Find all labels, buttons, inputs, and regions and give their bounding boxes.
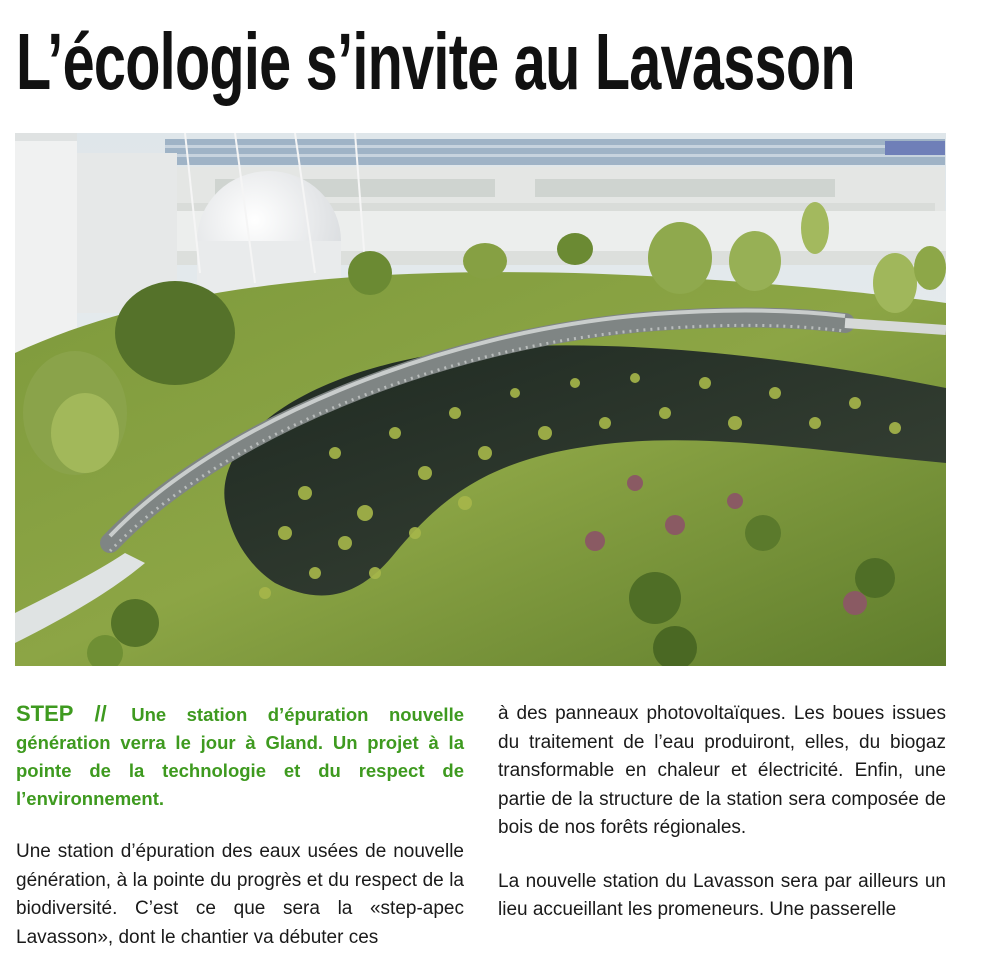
article-lead xyxy=(16,700,464,813)
body-paragraph-2: à des panneaux photovoltaïques. Les boues issues du traitement de l’eau produiront, elles, du biogaz transformable en chaleur et électricité. Enfin, une partie de la structure de la station sera composée de bois de nos forêts régionales. xyxy=(498,703,946,838)
body-paragraph-3: La nouvelle station du Lavasson sera par ailleurs un lieu accueillant les promeneurs. Une passerelle xyxy=(498,870,946,920)
article-headline: L’écologie s’invite au Lavasson xyxy=(16,17,855,106)
lead-text: Une station d’épuration nouvelle génération verra le jour à Gland. Un projet à la pointe de la technologie et du respect de l’environnement. xyxy=(16,704,464,809)
solar-panels xyxy=(165,139,945,165)
hero-illustration xyxy=(15,133,946,666)
lead-kicker: STEP // xyxy=(16,701,107,726)
body-paragraph-1: Une station d’épuration des eaux usées de nouvelle génération, à la pointe du progrès et du respect de la biodiversité. C’est ce que sera la «step-apec Lavasson», dont le chantier va débuter ces xyxy=(16,841,464,948)
column-right xyxy=(498,700,946,950)
column-left xyxy=(16,700,464,977)
